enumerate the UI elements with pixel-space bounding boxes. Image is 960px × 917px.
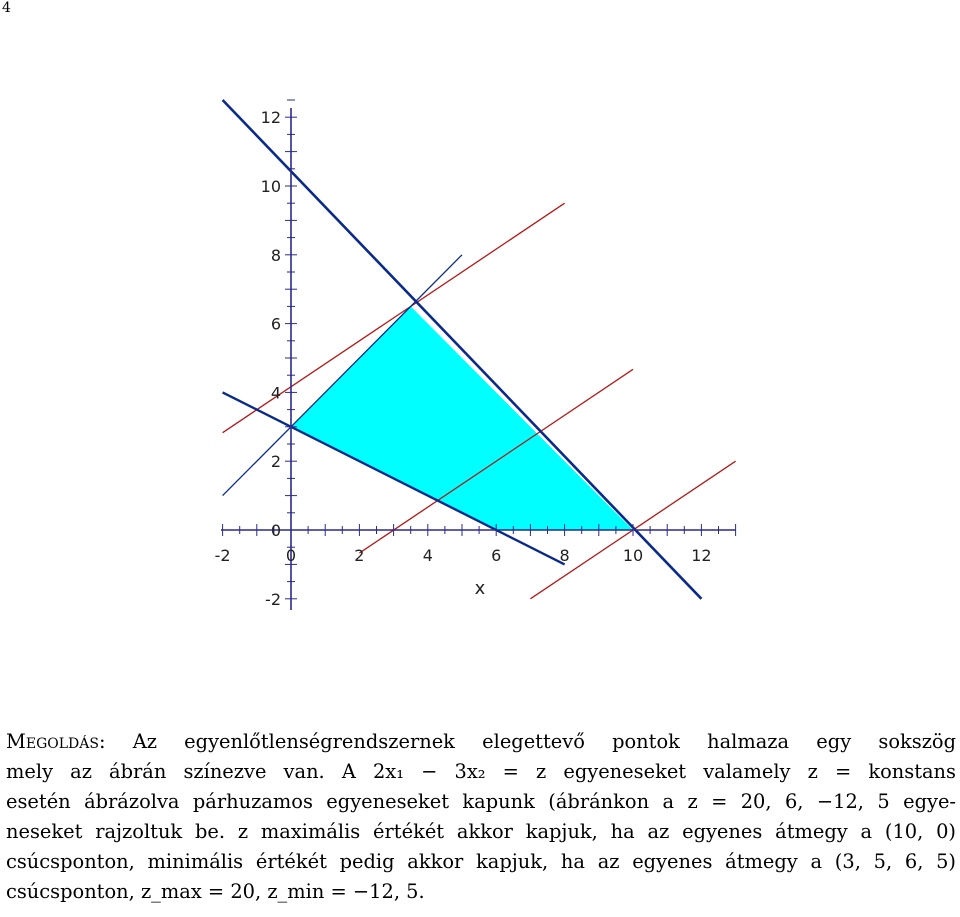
x-axis-label: x bbox=[474, 578, 486, 599]
y-tick-label: 8 bbox=[270, 245, 281, 265]
solution-heading: Megoldás: bbox=[6, 730, 106, 753]
y-tick-label: 2 bbox=[270, 452, 281, 472]
text-line-6: csúcsponton, z_max = 20, z_min = −12, 5. bbox=[6, 880, 425, 903]
y-tick-label: -2 bbox=[265, 589, 281, 609]
text-line-5: csúcsponton, minimális értékét pedig akkor kapjuk, ha az egyenes átmegy a (3, 5, 6, 5) bbox=[6, 850, 956, 873]
x-tick-label: 6 bbox=[491, 546, 502, 565]
x-tick-label: 2 bbox=[354, 546, 365, 565]
x-tick-label: 10 bbox=[622, 546, 644, 565]
feasible-region bbox=[291, 306, 633, 530]
text-line-3: esetén ábrázolva párhuzamos egyeneseket kapunk (ábránkon a z = 20, 6, −12, 5 egye- bbox=[6, 790, 956, 813]
text-line-1-body: Az egyenlőtlenségrendszernek elegettevő pontok halmaza egy sokszög bbox=[132, 730, 956, 753]
solution-text bbox=[6, 727, 956, 907]
x-tick-label: 0 bbox=[285, 546, 297, 565]
x-tick-label: 8 bbox=[559, 546, 570, 565]
y-tick-label: 12 bbox=[260, 108, 281, 128]
page-number: 4 bbox=[2, 0, 11, 16]
y-tick-label: 0 bbox=[270, 521, 281, 540]
x-tick-label: 12 bbox=[691, 546, 712, 565]
constraint-line-1 bbox=[223, 100, 702, 599]
text-line-4: neseket rajzoltuk be. z maximális értékét akkor kapjuk, ha az egyenes átmegy a (10, 0) bbox=[6, 820, 956, 843]
y-tick-label: 10 bbox=[260, 177, 281, 196]
y-tick-label: 6 bbox=[270, 314, 281, 334]
y-tick-label: 4 bbox=[270, 383, 281, 403]
x-tick-label: -2 bbox=[214, 546, 231, 565]
text-line-2: mely az ábrán színezve van. A 2x₁ − 3x₂ = z egyeneseket valamely z = konstans bbox=[6, 760, 956, 783]
x-tick-label: 4 bbox=[422, 546, 433, 565]
text-line-1 bbox=[6, 727, 956, 757]
